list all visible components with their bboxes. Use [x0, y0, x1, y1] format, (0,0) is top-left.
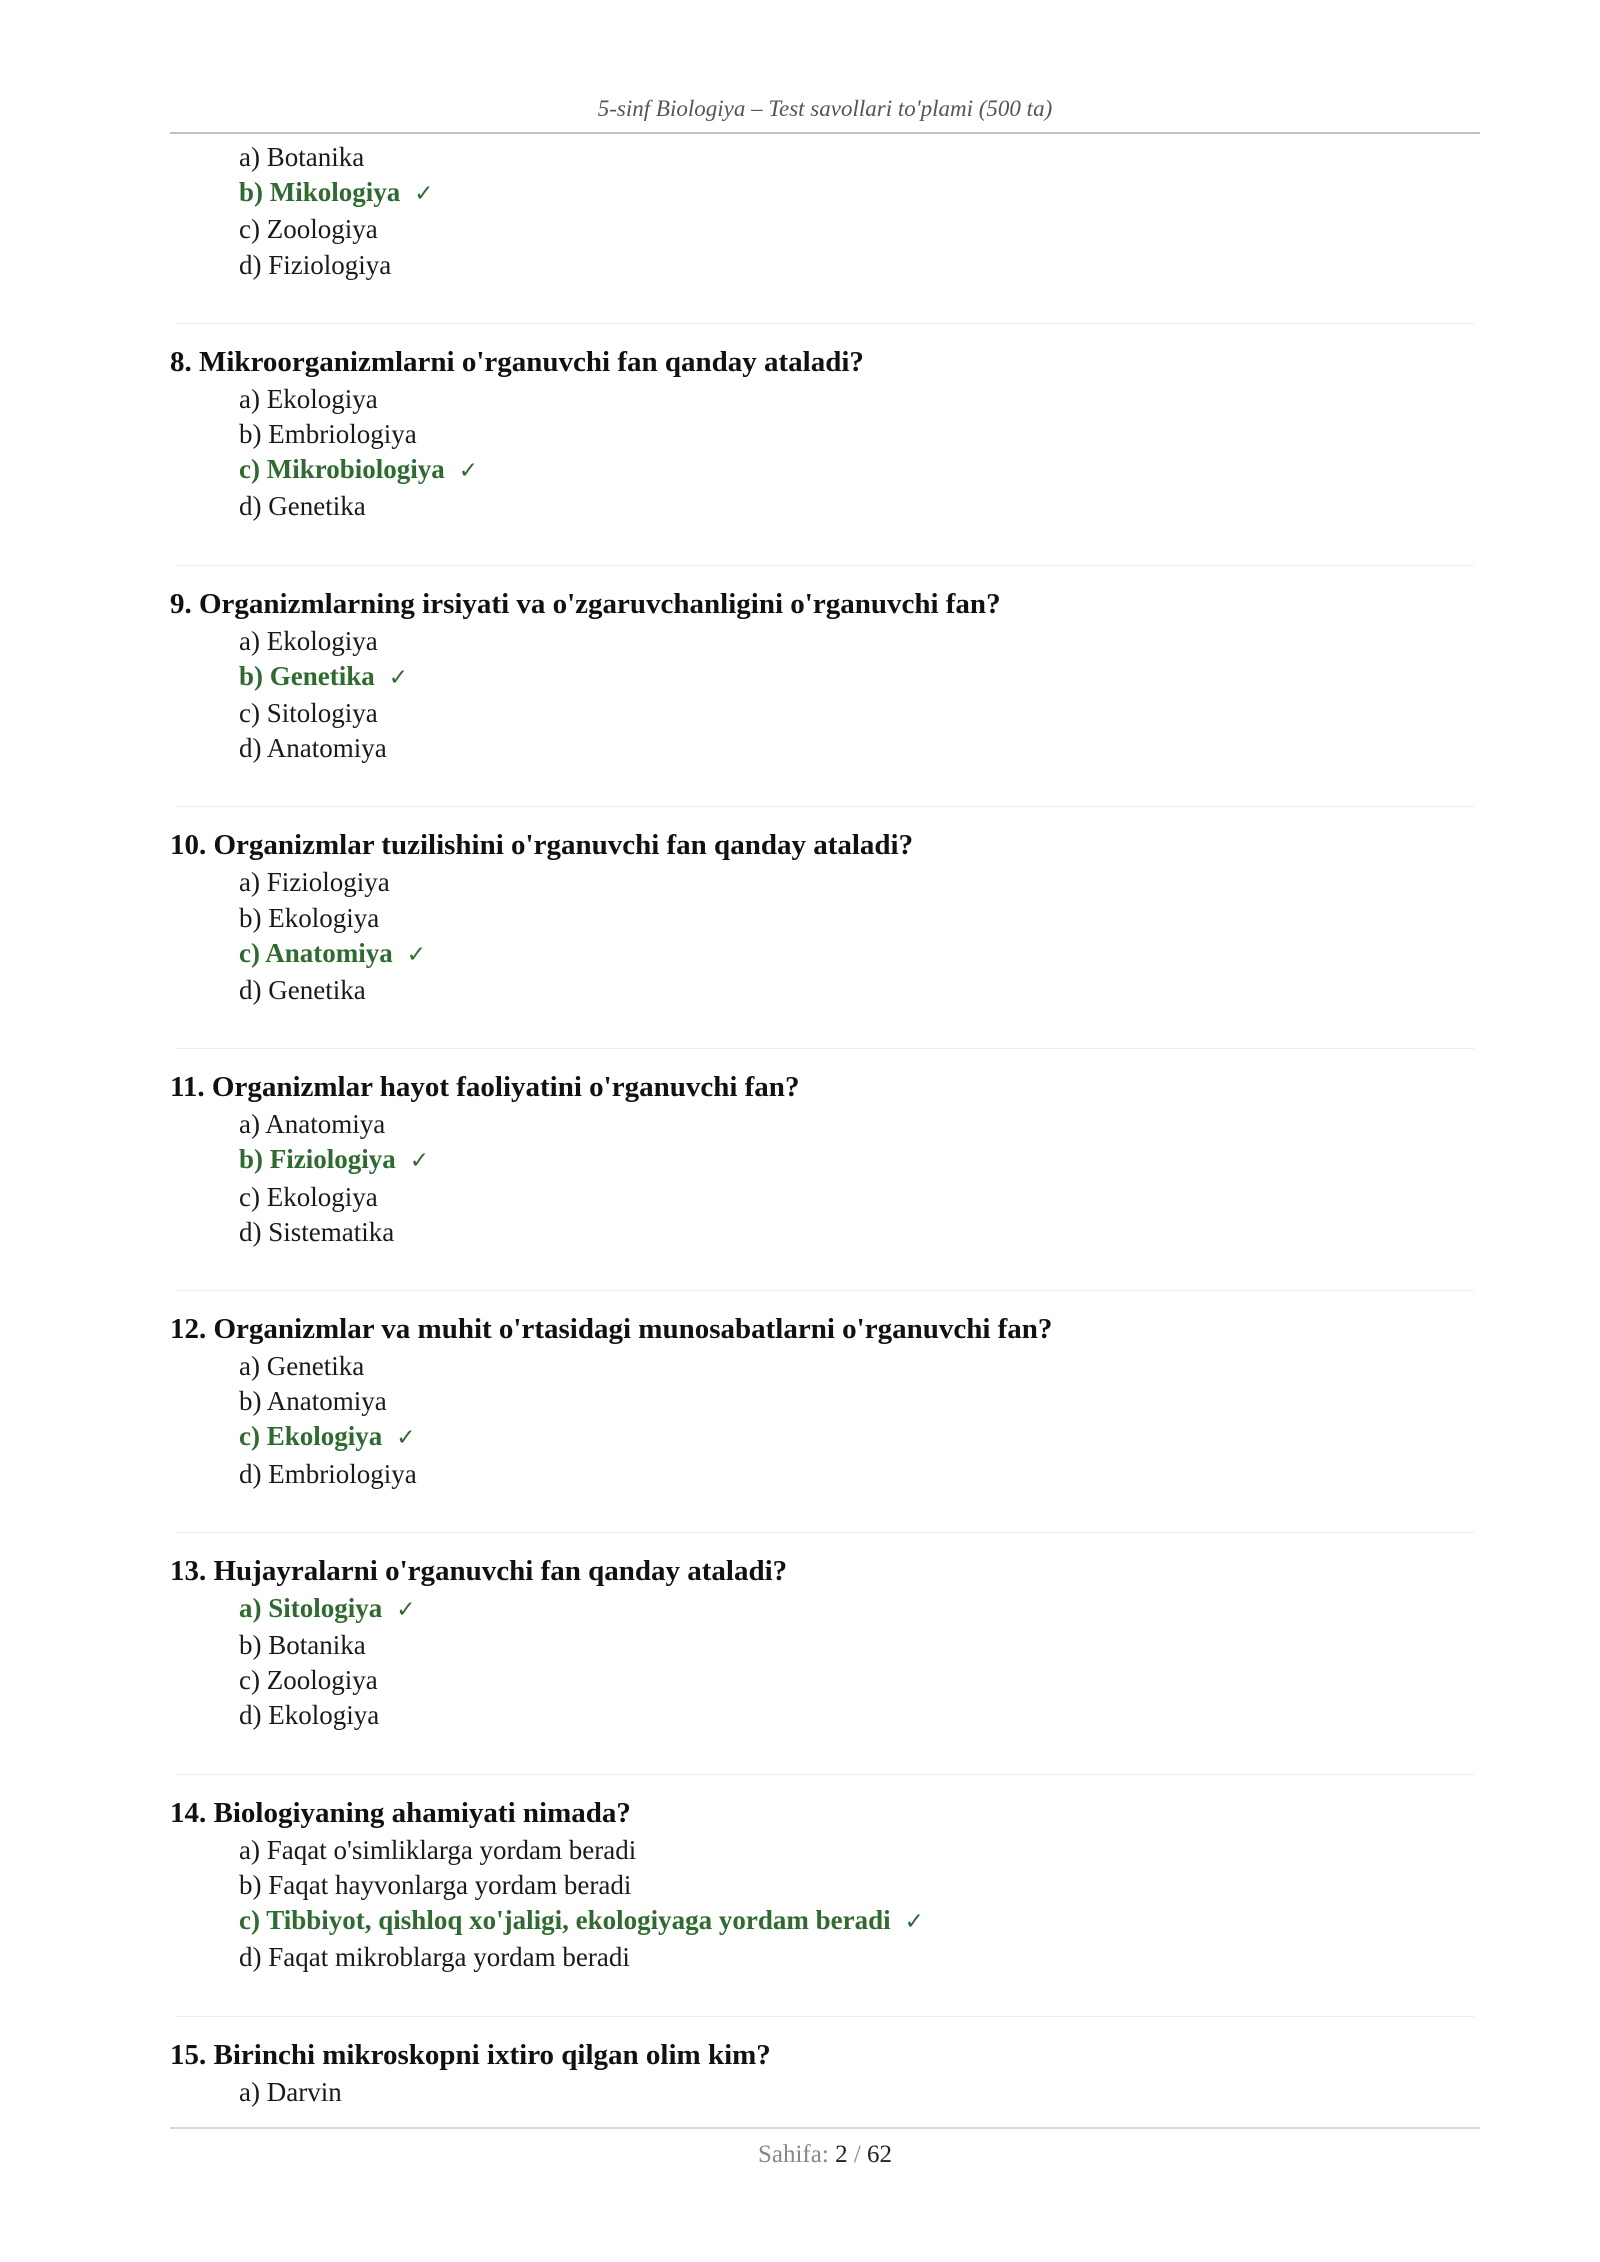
question-divider	[176, 1532, 1474, 1533]
answer-option	[239, 382, 1480, 417]
question-label: Biologiyaning ahamiyati nimada?	[213, 1796, 631, 1829]
question-label: Organizmlar va muhit o'rtasidagi munosabatlarni o'rganuvchi fan?	[213, 1313, 1053, 1346]
answer-options	[239, 1349, 1480, 1492]
answer-option-text: b) Faqat hayvonlarga yordam beradi	[239, 1869, 632, 1900]
correct-answer-option	[239, 175, 1480, 212]
answer-option-text: c) Mikrobiologiya	[239, 454, 445, 485]
answer-option-text: a) Anatomiya	[239, 1109, 386, 1140]
answer-option	[239, 1349, 1480, 1384]
answer-options	[239, 1107, 1480, 1250]
answer-option-text: a) Faqat o'simliklarga yordam beradi	[239, 1834, 637, 1865]
question-text	[170, 1069, 1480, 1105]
page-header	[170, 92, 1480, 134]
answer-option-text: d) Genetika	[239, 491, 366, 522]
correct-answer-option	[239, 452, 1480, 489]
question-label: Mikroorganizmlarni o'rganuvchi fan qanday ataladi?	[199, 345, 864, 378]
question-number: 8.	[170, 345, 192, 378]
answer-option-text: d) Fiziologiya	[239, 249, 392, 280]
answer-option-text: c) Zoologiya	[239, 214, 378, 245]
question-list	[170, 140, 1480, 2110]
answer-option-text: a) Ekologiya	[239, 383, 378, 414]
answer-options	[239, 1833, 1480, 1976]
answer-option	[239, 901, 1480, 936]
answer-options	[239, 624, 1480, 767]
question-label: Birinchi mikroskopni ixtiro qilgan olim kim?	[213, 2038, 771, 2071]
question-label: Organizmlar hayot faoliyatini o'rganuvchi fan?	[211, 1071, 800, 1104]
question-divider	[176, 565, 1474, 566]
page-label: Sahifa:	[757, 2141, 829, 2168]
answer-option-text: a) Sitologiya	[239, 1592, 383, 1623]
answer-option-text: d) Sistematika	[239, 1216, 395, 1247]
question-number: 9.	[170, 587, 192, 620]
correct-answer-option	[239, 1903, 1480, 1940]
answer-option-text: c) Sitologiya	[239, 698, 378, 729]
question-label: Organizmlar tuzilishini o'rganuvchi fan qanday ataladi?	[213, 829, 914, 862]
question-block	[170, 1311, 1480, 1533]
question-label: Organizmlarning irsiyati va o'zgaruvchanligini o'rganuvchi fan?	[199, 587, 1001, 620]
answer-option	[239, 1940, 1480, 1975]
question-divider	[176, 2016, 1474, 2017]
answer-option-text: a) Botanika	[239, 142, 365, 172]
answer-options	[239, 865, 1480, 1008]
question-divider	[176, 806, 1474, 807]
answer-option	[239, 140, 1480, 175]
page-footer	[170, 2127, 1480, 2169]
question-number: 14.	[170, 1796, 207, 1829]
answer-option-text: c) Zoologiya	[239, 1665, 378, 1696]
question-number: 11.	[170, 1071, 205, 1104]
checkmark-icon: ✓	[414, 181, 434, 208]
answer-option-text: a) Fiziologiya	[239, 867, 390, 898]
answer-option	[239, 1457, 1480, 1492]
answer-option-text: c) Ekologiya	[239, 1181, 378, 1212]
question-block	[170, 2037, 1480, 2110]
page-separator: /	[853, 2141, 861, 2168]
checkmark-icon: ✓	[388, 664, 409, 691]
question-divider	[176, 1048, 1474, 1049]
correct-answer-option	[239, 659, 1480, 696]
correct-answer-option	[239, 1419, 1480, 1456]
question-block	[170, 1795, 1480, 2017]
answer-options	[239, 140, 1480, 283]
answer-option	[239, 1215, 1480, 1250]
question-text	[170, 827, 1480, 863]
answer-option-text: b) Genetika	[239, 660, 375, 691]
answer-option	[239, 2075, 1480, 2110]
document-title: 5-sinf Biologiya – Test savollari to'plami (500 ta)	[597, 96, 1053, 121]
answer-option-text: d) Anatomiya	[239, 733, 387, 764]
answer-option	[239, 973, 1480, 1008]
question-divider	[176, 323, 1474, 324]
answer-option	[239, 1107, 1480, 1142]
answer-option	[239, 248, 1480, 283]
answer-option-text: d) Ekologiya	[239, 1700, 380, 1731]
answer-option	[239, 212, 1480, 247]
question-block	[170, 140, 1480, 324]
answer-options	[239, 1591, 1480, 1734]
answer-option	[239, 1868, 1480, 1903]
checkmark-icon: ✓	[396, 1425, 416, 1452]
question-block	[170, 586, 1480, 808]
question-block	[170, 827, 1480, 1049]
answer-option-text: b) Fiziologiya	[239, 1144, 396, 1175]
answer-option-text: a) Darvin	[239, 2076, 342, 2107]
question-text	[170, 344, 1480, 380]
question-number: 13.	[170, 1554, 207, 1587]
answer-option	[239, 1833, 1480, 1868]
answer-option	[239, 489, 1480, 524]
checkmark-icon: ✓	[409, 1148, 430, 1175]
answer-option-text: b) Botanika	[239, 1630, 366, 1661]
checkmark-icon: ✓	[904, 1909, 924, 1936]
answer-option	[239, 1384, 1480, 1419]
answer-option-text: a) Ekologiya	[239, 625, 378, 656]
question-label: Hujayralarni o'rganuvchi fan qanday ataladi?	[213, 1554, 788, 1587]
question-block	[170, 344, 1480, 566]
current-page-number: 2	[835, 2141, 848, 2168]
question-text	[170, 1311, 1480, 1347]
question-text	[170, 1553, 1480, 1589]
answer-option-text: b) Embriologiya	[239, 419, 417, 450]
question-text	[170, 586, 1480, 622]
question-text	[170, 1795, 1480, 1831]
answer-options	[239, 2075, 1480, 2110]
answer-option	[239, 1698, 1480, 1733]
question-block	[170, 1553, 1480, 1775]
answer-option	[239, 417, 1480, 452]
checkmark-icon: ✓	[396, 1596, 416, 1623]
question-number: 12.	[170, 1313, 207, 1346]
answer-option	[239, 731, 1480, 766]
answer-option	[239, 624, 1480, 659]
answer-option-text: d) Genetika	[239, 975, 366, 1006]
question-block	[170, 1069, 1480, 1291]
answer-options	[239, 382, 1480, 525]
answer-option	[239, 865, 1480, 900]
correct-answer-option	[239, 936, 1480, 973]
answer-option-text: b) Ekologiya	[239, 902, 380, 933]
question-divider	[176, 1290, 1474, 1291]
answer-option-text: a) Genetika	[239, 1351, 365, 1382]
question-number: 15.	[170, 2038, 207, 2071]
answer-option-text: b) Anatomiya	[239, 1386, 387, 1417]
correct-answer-option	[239, 1142, 1480, 1179]
answer-option	[239, 1628, 1480, 1663]
answer-option-text: b) Mikologiya	[239, 177, 401, 208]
question-divider	[176, 1774, 1474, 1775]
answer-option-text: d) Embriologiya	[239, 1458, 417, 1489]
answer-option-text: c) Ekologiya	[239, 1421, 383, 1452]
answer-option	[239, 1663, 1480, 1698]
checkmark-icon: ✓	[458, 458, 479, 485]
checkmark-icon: ✓	[406, 941, 427, 968]
question-text	[170, 2037, 1480, 2073]
answer-option-text: c) Anatomiya	[239, 937, 393, 968]
correct-answer-option	[239, 1591, 1480, 1628]
answer-option-text: d) Faqat mikroblarga yordam beradi	[239, 1942, 630, 1973]
question-number: 10.	[170, 829, 207, 862]
answer-option-text: c) Tibbiyot, qishloq xo'jaligi, ekologiyaga yordam beradi	[239, 1905, 891, 1936]
answer-option	[239, 1180, 1480, 1215]
total-page-count: 62	[867, 2141, 893, 2168]
answer-option	[239, 696, 1480, 731]
